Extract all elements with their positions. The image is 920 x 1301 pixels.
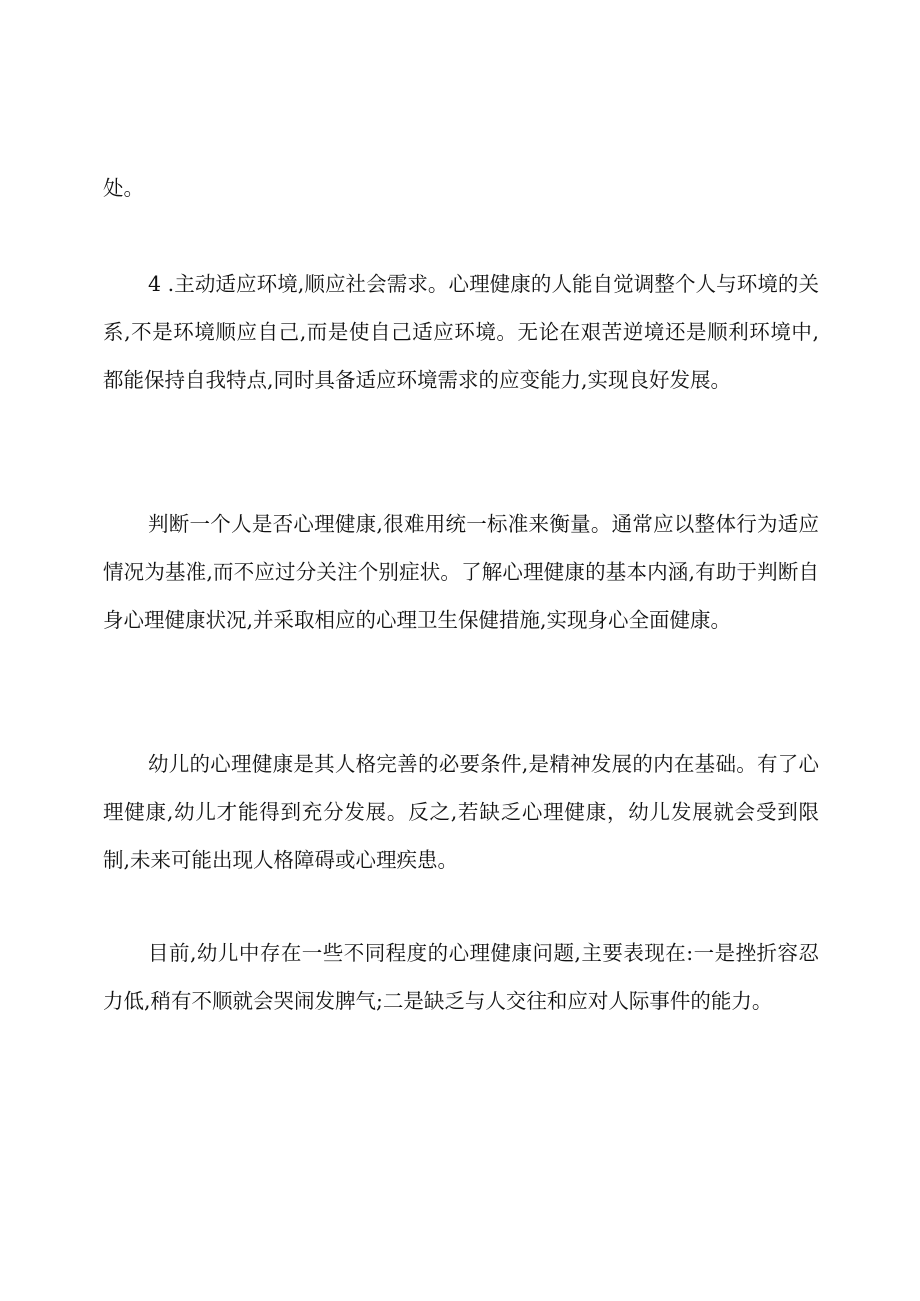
paragraph-continuation: 处。 <box>103 176 144 200</box>
paragraph-current-problems: 目前,幼儿中存在一些不同程度的心理健康问题,主要表现在:一是挫折容忍力低,稍有不顺就会哭闹发脾气;二是缺乏与人交往和应对人际事件的能力。 <box>103 941 819 1013</box>
paragraph-judging-health: 判断一个人是否心理健康,很难用统一标准来衡量。通常应以整体行为适应情况为基准,而不应过分关注个别症状。了解心理健康的基本内涵,有助于判断自身心理健康状况,并采取相应的心理卫生保健措施,实现身心全面健康。 <box>103 512 819 632</box>
paragraph-child-health: 幼儿的心理健康是其人格完善的必要条件,是精神发展的内在基础。有了心理健康,幼儿才能得到充分发展。反之,若缺乏心理健康，幼儿发展就会受到限制,未来可能出现人格障碍或心理疾患。 <box>103 752 819 872</box>
paragraph-adapt-environment: 4 .主动适应环境,顺应社会需求。心理健康的人能自觉调整个人与环境的关系,不是环境顺应自己,而是使自己适应环境。无论在艰苦逆境还是顺利环境中,都能保持自我特点,同时具备适应环境需求的应变能力,实现良好发展。 <box>103 272 819 392</box>
